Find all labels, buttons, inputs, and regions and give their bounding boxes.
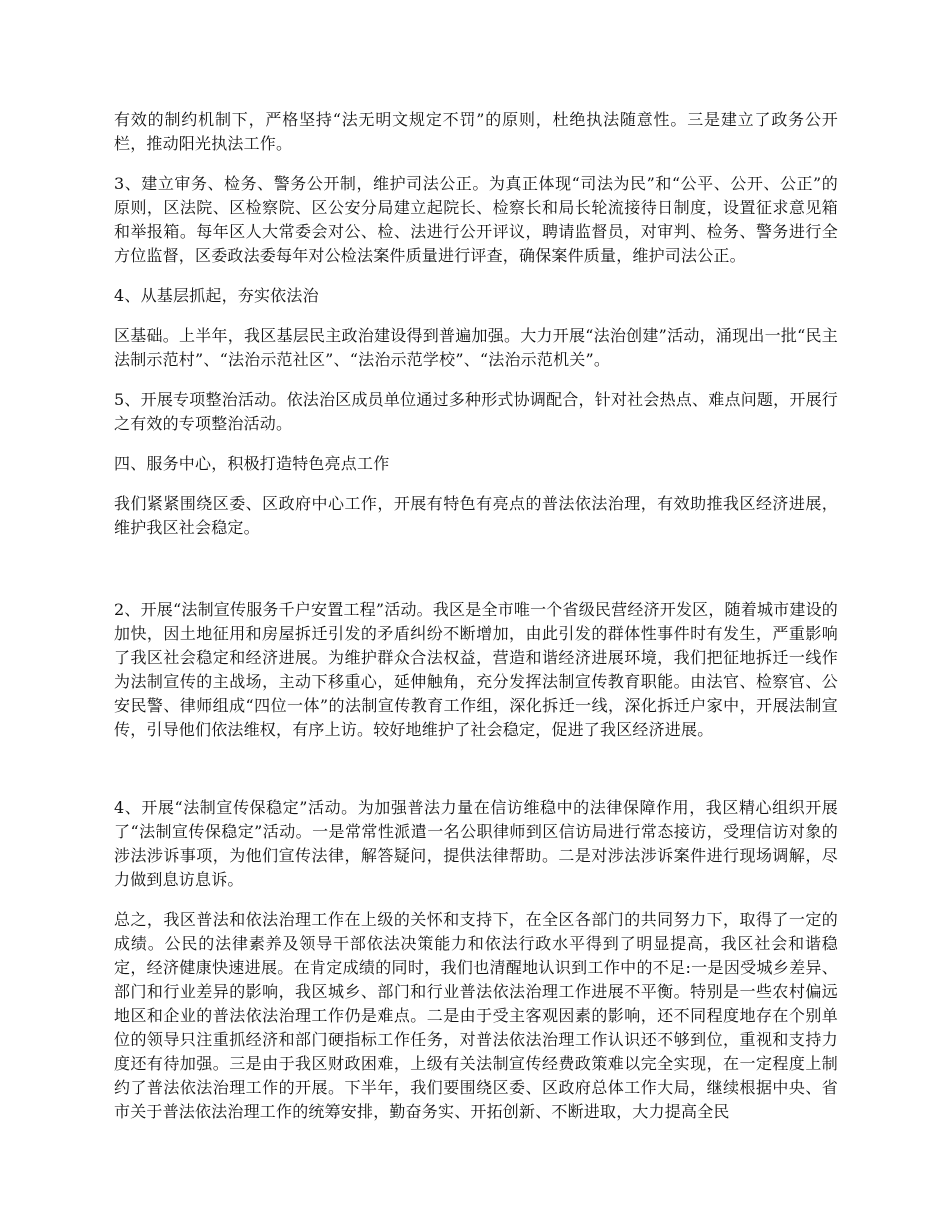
paragraph-3: 4、从基层抓起，夯实依法治 — [114, 286, 319, 305]
document-page — [114, 108, 838, 1140]
paragraph-4: 区基础。上半年，我区基层民主政治建设得到普遍加强。大力开展“法治创建”活动，涌现出一批“民主法制示范村”、“法治示范社区”、“法治示范学校”、“法治示范机关”。 — [114, 326, 838, 369]
paragraph-7: 2、开展“法制宣传服务千户安置工程”活动。我区是全市唯一个省级民营经济开发区，随着城市建设的加快，因土地征用和房屋拆迁引发的矛盾纠纷不断增加，由此引发的群体性事件时有发生，严重影响了我区社会稳定和经济进展。为维护群众合法权益，营造和谐经济进展环境，我们把征地拆迁一线作为法制宣传的主战场，主动下移重心，延伸触角，充分发挥法制宣传教育职能。由法官、检察官、公安民警、律师组成“四位一体”的法制宣传教育工作组，深化拆迁一线，深化拆迁户家中，开展法制宣传，引导他们依法维权，有序上访。较好地维护了社会稳定，促进了我区经济进展。 — [114, 600, 838, 739]
blank-gap — [114, 758, 838, 796]
paragraph-5: 5、开展专项整治活动。依法治区成员单位通过多种形式协调配合，针对社会热点、难点问题，开展行之有效的专项整治活动。 — [114, 390, 838, 433]
paragraph-1: 有效的制约机制下，严格坚持“法无明文规定不罚”的原则，杜绝执法随意性。三是建立了政务公开栏，推动阳光执法工作。 — [114, 110, 838, 153]
section-heading: 四、服务中心，积极打造特色亮点工作 — [114, 454, 390, 473]
paragraph-2: 3、建立审务、检务、警务公开制，维护司法公正。为真正体现“司法为民”和“公平、公开、公正”的原则，区法院、区检察院、区公安分局建立起院长、检察长和局长轮流接待日制度，设置征求意见箱和举报箱。每年区人大常委会对公、检、法进行公开评议，聘请监督员，对审判、检务、警务进行全方位监督，区委政法委每年对公检法案件质量进行评查，确保案件质量，维护司法公正。 — [114, 174, 838, 265]
paragraph-6: 我们紧紧围绕区委、区政府中心工作，开展有特色有亮点的普法依法治理，有效助推我区经济进展，维护我区社会稳定。 — [114, 494, 838, 537]
paragraph-9: 总之，我区普法和依法治理工作在上级的关怀和支持下，在全区各部门的共同努力下，取得了一定的成绩。公民的法律素养及领导干部依法决策能力和依法行政水平得到了明显提高，我区社会和谐稳定，经济健康快速进展。在肯定成绩的同时，我们也清醒地认识到工作中的不足:一是因受城乡差异、部门和行业差异的影响，我区城乡、部门和行业普法依法治理工作进展不平衡。特别是一些农村偏远地区和企业的普法依法治理工作仍是难点。二是由于受主客观因素的影响，还不同程度地存在个别单位的领导只注重抓经济和部门硬指标工作任务，对普法依法治理工作认识还不够到位，重视和支持力度还有待加强。三是由于我区财政困难，上级有关法制宣传经费政策难以完全实现，在一定程度上制约了普法依法治理工作的开展。下半年，我们要围绕区委、区政府总体工作大局，继续根据中央、省市关于普法依法治理工作的统筹安排，勤奋务实、开拓创新、不断进取，大力提高全民 — [114, 910, 838, 1121]
blank-gap — [114, 556, 838, 598]
paragraph-8: 4、开展“法制宣传保稳定”活动。为加强普法力量在信访维稳中的法律保障作用，我区精心组织开展了“法制宣传保稳定”活动。一是常常性派遣一名公职律师到区信访局进行常态接访，受理信访对象的涉法涉诉事项，为他们宣传法律，解答疑问，提供法律帮助。二是对涉法涉诉案件进行现场调解，尽力做到息访息诉。 — [114, 798, 838, 889]
